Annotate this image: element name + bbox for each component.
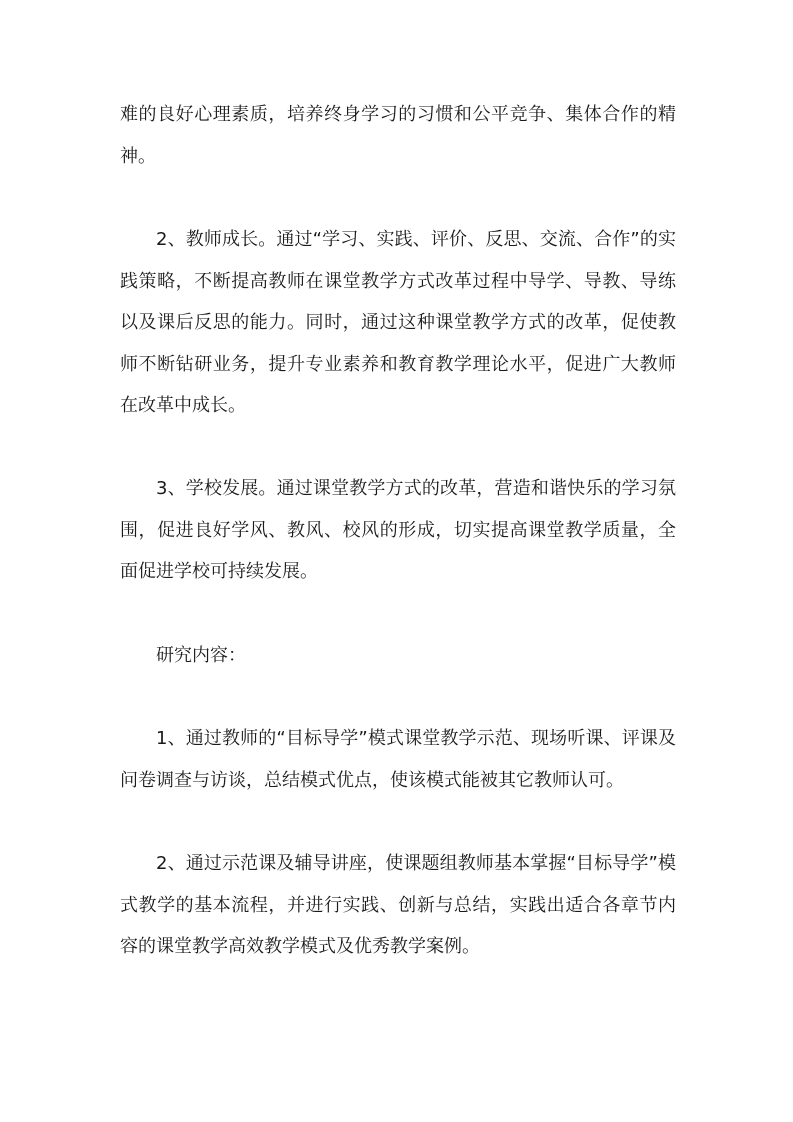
paragraph-research-item-1: 1、通过教师的“目标导学”模式课堂教学示范、现场听课、评课及问卷调查与访谈，总结模式优点，使该模式能被其它教师认可。 [120, 728, 676, 791]
section-heading-research-content: 研究内容： [156, 645, 246, 666]
paragraph-school-development: 3、学校发展。通过课堂教学方式的改革，营造和谐快乐的学习氛围，促进良好学风、教风、校风的形成，切实提高课堂教学质量，全面促进学校可持续发展。 [120, 478, 676, 582]
paragraph-research-item-2: 2、通过示范课及辅导讲座，使课题组教师基本掌握“目标导学”模式教学的基本流程，并进行实践、创新与总结，实践出适合各章节内容的课堂教学高效教学模式及优秀教学案例。 [120, 853, 676, 957]
paragraph-continuation: 难的良好心理素质，培养终身学习的习惯和公平竞争、集体合作的精神。 [120, 104, 676, 167]
paragraph-teacher-growth: 2、教师成长。通过“学习、实践、评价、反思、交流、合作”的实践策略，不断提高教师在课堂教学方式改革过程中导学、导教、导练以及课后反思的能力。同时，通过这种课堂教学方式的改革，促使教师不断钻研业务，提升专业素养和教育教学理论水平，促进广大教师在改革中成长。 [120, 229, 676, 416]
